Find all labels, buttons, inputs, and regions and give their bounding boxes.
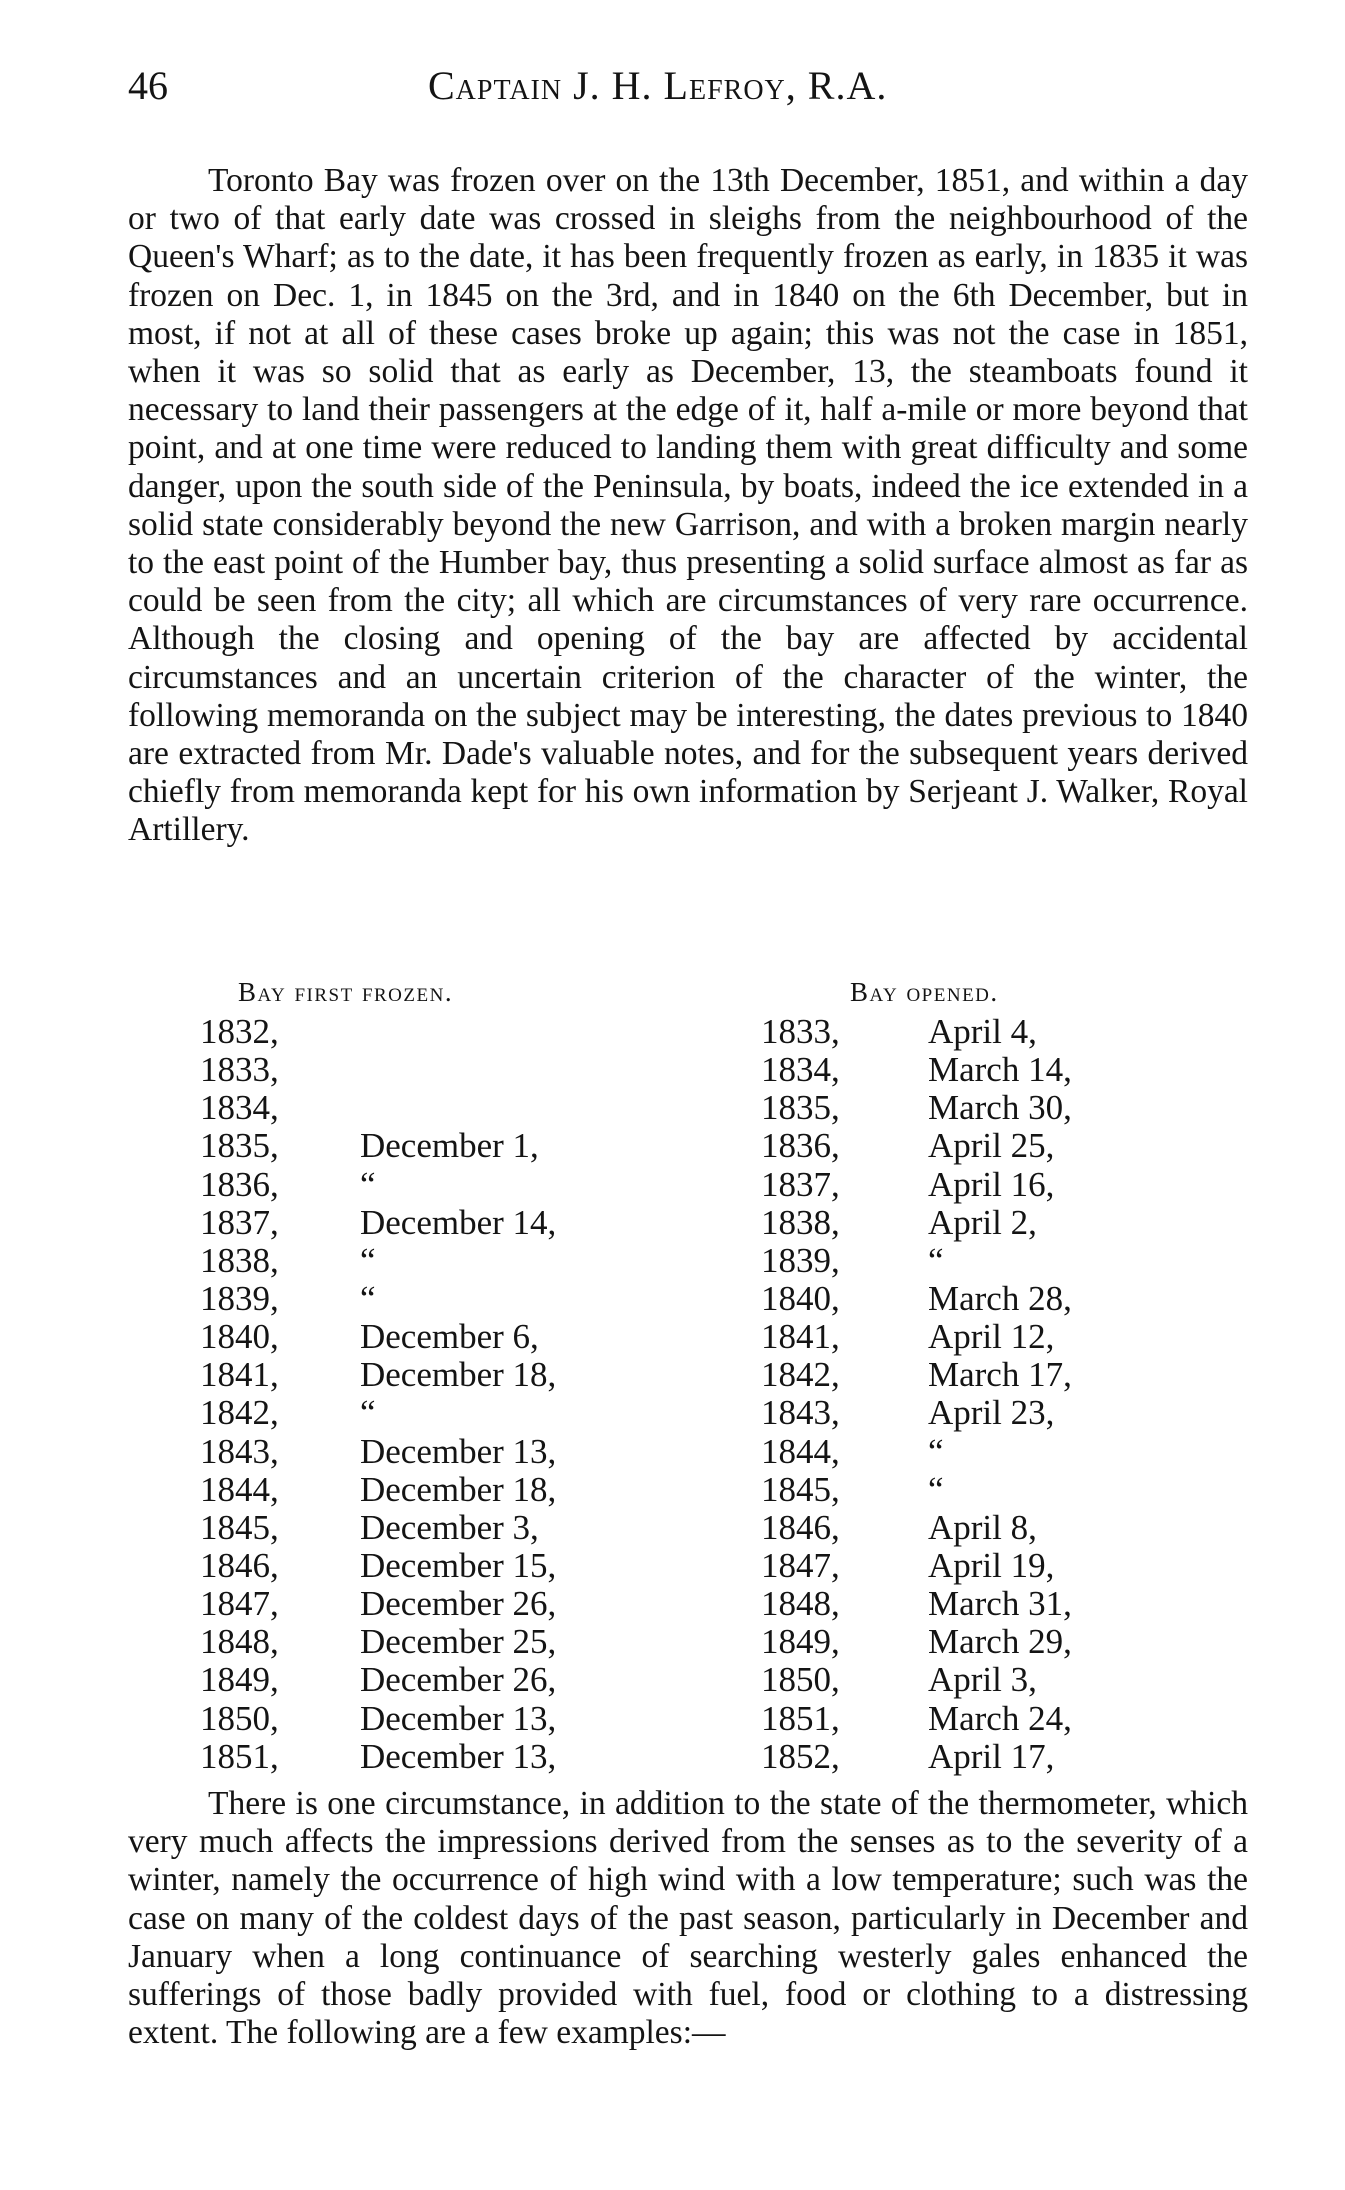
frozen-date-cell: December 13, bbox=[360, 1736, 557, 1776]
opened-date-cell: “ bbox=[928, 1431, 944, 1471]
header-first-frozen: Bay first frozen. bbox=[238, 977, 454, 1007]
opened-date-cell: April 12, bbox=[928, 1317, 1055, 1357]
frozen-date-cell: December 26, bbox=[360, 1584, 557, 1624]
opened-year-cell: 1846, bbox=[761, 1507, 840, 1547]
opened-year-cell: 1851, bbox=[761, 1698, 840, 1738]
table-rows bbox=[128, 1013, 1248, 1776]
table-row bbox=[128, 1166, 1248, 1204]
table-row bbox=[128, 1089, 1248, 1127]
table-row bbox=[128, 1661, 1248, 1699]
frozen-date-cell: December 3, bbox=[360, 1507, 539, 1547]
frozen-date-cell: December 13, bbox=[360, 1431, 557, 1471]
frozen-year-cell: 1850, bbox=[200, 1698, 279, 1738]
opened-date-cell: April 16, bbox=[928, 1164, 1055, 1204]
frozen-year-cell: 1844, bbox=[200, 1469, 279, 1509]
frozen-date-cell: “ bbox=[360, 1240, 376, 1280]
table-row bbox=[128, 1738, 1248, 1776]
frozen-date-cell: December 26, bbox=[360, 1660, 557, 1700]
opened-year-cell: 1842, bbox=[761, 1355, 840, 1395]
frozen-year-cell: 1834, bbox=[200, 1088, 279, 1128]
closing-paragraph: There is one circumstance, in addition to the state of the thermometer, which very much affects the impressions derived from the senses as to the severity of a winter, namely the occurrence of high wind with a low temperature; such was the case on many of the coldest days of the past season, particularly in December and January when a long continuance of searching westerly gales enhanced the sufferings of those badly provided with fuel, food or clothing to a distressing extent. The following are a few examples:— bbox=[128, 1785, 1248, 2052]
frozen-date-cell: December 18, bbox=[360, 1469, 557, 1509]
frozen-year-cell: 1838, bbox=[200, 1240, 279, 1280]
frozen-year-cell: 1845, bbox=[200, 1507, 279, 1547]
opened-date-cell: March 14, bbox=[928, 1050, 1072, 1090]
table-row bbox=[128, 1700, 1248, 1738]
opened-year-cell: 1848, bbox=[761, 1584, 840, 1624]
frozen-date-cell: December 6, bbox=[360, 1317, 539, 1357]
opened-date-cell: April 25, bbox=[928, 1126, 1055, 1166]
table-row bbox=[128, 1318, 1248, 1356]
table-row bbox=[128, 1204, 1248, 1242]
opened-year-cell: 1835, bbox=[761, 1088, 840, 1128]
frozen-date-cell: December 15, bbox=[360, 1545, 557, 1585]
opened-year-cell: 1849, bbox=[761, 1622, 840, 1662]
opened-year-cell: 1852, bbox=[761, 1736, 840, 1776]
opened-year-cell: 1845, bbox=[761, 1469, 840, 1509]
opened-year-cell: 1844, bbox=[761, 1431, 840, 1471]
frozen-date-cell: December 14, bbox=[360, 1202, 557, 1242]
opened-date-cell: April 17, bbox=[928, 1736, 1055, 1776]
ice-dates-table bbox=[128, 977, 1248, 1776]
table-row bbox=[128, 1394, 1248, 1432]
table-row bbox=[128, 1623, 1248, 1661]
opened-year-cell: 1847, bbox=[761, 1545, 840, 1585]
opened-date-cell: April 8, bbox=[928, 1507, 1037, 1547]
opened-year-cell: 1839, bbox=[761, 1240, 840, 1280]
frozen-year-cell: 1842, bbox=[200, 1393, 279, 1433]
frozen-year-cell: 1835, bbox=[200, 1126, 279, 1166]
frozen-year-cell: 1849, bbox=[200, 1660, 279, 1700]
table-row bbox=[128, 1509, 1248, 1547]
opened-date-cell: April 23, bbox=[928, 1393, 1055, 1433]
opened-date-cell: April 3, bbox=[928, 1660, 1037, 1700]
opened-date-cell: “ bbox=[928, 1469, 944, 1509]
opened-year-cell: 1840, bbox=[761, 1278, 840, 1318]
frozen-date-cell: “ bbox=[360, 1164, 376, 1204]
frozen-year-cell: 1832, bbox=[200, 1012, 279, 1051]
opened-date-cell: March 29, bbox=[928, 1622, 1072, 1662]
page-header bbox=[128, 62, 1248, 122]
opened-year-cell: 1836, bbox=[761, 1126, 840, 1166]
frozen-year-cell: 1839, bbox=[200, 1278, 279, 1318]
frozen-year-cell: 1846, bbox=[200, 1545, 279, 1585]
table-row bbox=[128, 1471, 1248, 1509]
opened-year-cell: 1837, bbox=[761, 1164, 840, 1204]
frozen-year-cell: 1840, bbox=[200, 1317, 279, 1357]
frozen-year-cell: 1847, bbox=[200, 1584, 279, 1624]
table-header bbox=[128, 977, 1248, 1013]
table-row bbox=[128, 1585, 1248, 1623]
table-row bbox=[128, 1356, 1248, 1394]
intro-paragraph: Toronto Bay was frozen over on the 13th December, 1851, and within a day or two of that early date was crossed in sleighs from the neighbourhood of the Queen's Wharf; as to the date, it has been frequently frozen as early, in 1835 it was frozen on Dec. 1, in 1845 on the 3rd, and in 1840 on the 6th December, but in most, if not at all of these cases broke up again; this was not the case in 1851, when it was so solid that as early as December, 13, the steamboats found it necessary to land their passengers at the edge of it, half a-mile or more beyond that point, and at one time were reduced to landing them with great difficulty and some danger, upon the south side of the Peninsula, by boats, indeed the ice extended in a solid state considerably beyond the new Garrison, and with a broken margin nearly to the east point of the Humber bay, thus presenting a solid surface almost as far as could be seen from the city; all which are circumstances of very rare occurrence. Although the closing and opening of the bay are affected by accidental circumstances and an uncertain criterion of the character of the winter, the following memoranda on the subject may be interesting, the dates previous to 1840 are extracted from Mr. Dade's valuable notes, and for the subsequent years derived chiefly from memoranda kept for his own information by Serjeant J. Walker, Royal Artillery. bbox=[128, 162, 1248, 849]
frozen-date-cell: December 1, bbox=[360, 1126, 539, 1166]
frozen-year-cell: 1836, bbox=[200, 1164, 279, 1204]
page-number: 46 bbox=[128, 63, 168, 108]
frozen-year-cell: 1837, bbox=[200, 1202, 279, 1242]
frozen-date-cell: December 13, bbox=[360, 1698, 557, 1738]
opened-year-cell: 1841, bbox=[761, 1317, 840, 1357]
opened-year-cell: 1838, bbox=[761, 1202, 840, 1242]
opened-date-cell: March 30, bbox=[928, 1088, 1072, 1128]
frozen-year-cell: 1841, bbox=[200, 1355, 279, 1395]
opened-year-cell: 1850, bbox=[761, 1660, 840, 1700]
frozen-date-cell: December 18, bbox=[360, 1355, 557, 1395]
opened-date-cell: April 2, bbox=[928, 1202, 1037, 1242]
opened-year-cell: 1833, bbox=[761, 1012, 840, 1051]
frozen-year-cell: 1848, bbox=[200, 1622, 279, 1662]
header-bay-opened: Bay opened. bbox=[850, 977, 999, 1007]
frozen-date-cell: December 25, bbox=[360, 1622, 557, 1662]
opened-date-cell: April 4, bbox=[928, 1012, 1037, 1051]
table-row bbox=[128, 1013, 1248, 1051]
opened-year-cell: 1834, bbox=[761, 1050, 840, 1090]
frozen-year-cell: 1833, bbox=[200, 1050, 279, 1090]
table-row bbox=[128, 1433, 1248, 1471]
table-row bbox=[128, 1242, 1248, 1280]
running-head: Captain J. H. Lefroy, R.A. bbox=[428, 63, 888, 108]
table-row bbox=[128, 1547, 1248, 1585]
opened-date-cell: “ bbox=[928, 1240, 944, 1280]
opened-year-cell: 1843, bbox=[761, 1393, 840, 1433]
opened-date-cell: March 28, bbox=[928, 1278, 1072, 1318]
opened-date-cell: April 19, bbox=[928, 1545, 1055, 1585]
frozen-date-cell: “ bbox=[360, 1393, 376, 1433]
opened-date-cell: March 24, bbox=[928, 1698, 1072, 1738]
table-row bbox=[128, 1280, 1248, 1318]
table-row bbox=[128, 1127, 1248, 1165]
opened-date-cell: March 31, bbox=[928, 1584, 1072, 1624]
frozen-year-cell: 1843, bbox=[200, 1431, 279, 1471]
opened-date-cell: March 17, bbox=[928, 1355, 1072, 1395]
table-row bbox=[128, 1051, 1248, 1089]
frozen-year-cell: 1851, bbox=[200, 1736, 279, 1776]
frozen-date-cell: “ bbox=[360, 1278, 376, 1318]
